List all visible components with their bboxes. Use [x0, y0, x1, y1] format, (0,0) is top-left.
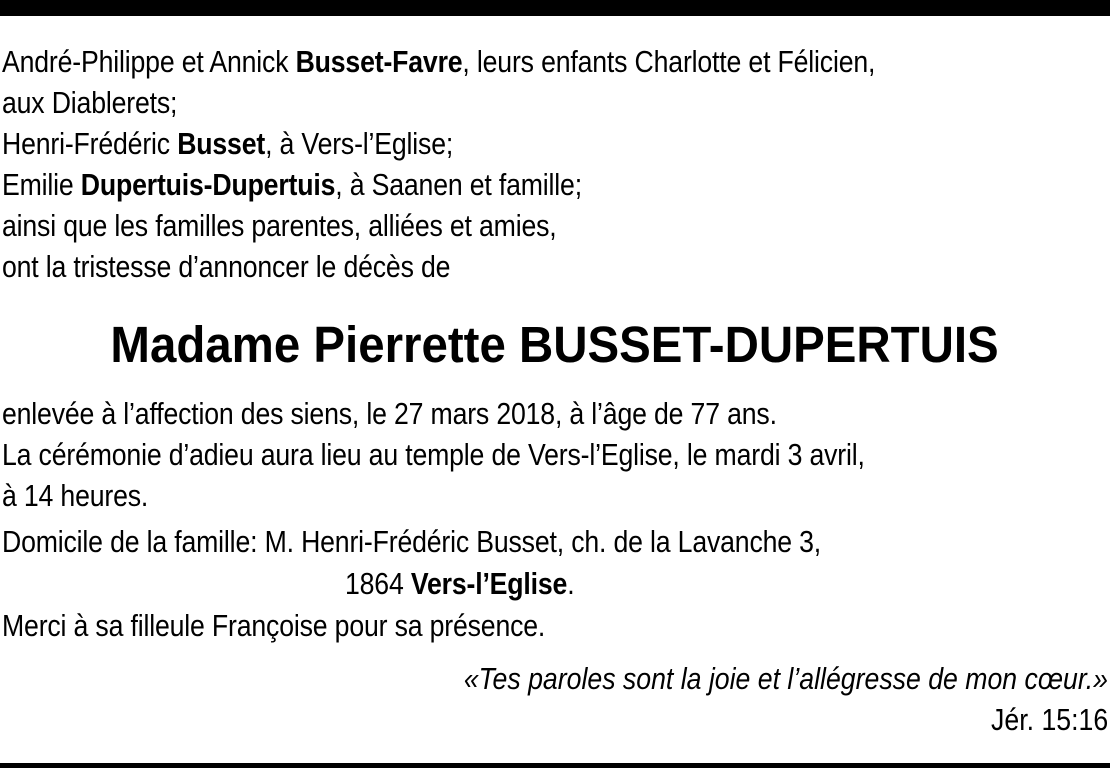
punctuation: .	[567, 566, 575, 601]
ceremony-time: à 14 heures.	[2, 478, 149, 513]
ceremony-text: La cérémonie d’adieu aura lieu au temple de Vers-l’Eglise, le mardi 3 avril,	[2, 437, 865, 472]
bible-quote	[464, 661, 1108, 697]
family-text: André-Philippe et Annick	[2, 44, 296, 79]
family-surname: Busset-Favre	[295, 44, 463, 79]
family-line-1	[2, 44, 875, 80]
family-line-3	[2, 126, 453, 162]
family-line-5	[2, 208, 557, 244]
family-surname: Dupertuis-Dupertuis	[80, 167, 336, 202]
bottom-border-rule	[0, 763, 1110, 768]
family-text: , leurs enfants Charlotte et Félicien,	[462, 44, 876, 79]
quote-text: «Tes paroles sont la joie et l’allégresse de mon cœur.»	[463, 661, 1108, 696]
family-text: , à Saanen et famille;	[335, 167, 582, 202]
family-text: Emilie	[2, 167, 81, 202]
deceased-name-heading	[0, 316, 1110, 374]
family-text: aux Diablerets;	[2, 85, 178, 120]
details-line-3	[2, 478, 148, 514]
announcement-text: ont la tristesse d’annoncer le décès de	[2, 249, 451, 284]
reference-text: Jér. 15:16	[990, 702, 1108, 737]
details-line-1	[2, 396, 777, 432]
family-text: Henri-Frédéric	[2, 126, 178, 161]
details-line-2	[2, 437, 865, 473]
family-line-2	[2, 85, 177, 121]
family-text: ainsi que les familles parentes, alliées et amies,	[2, 208, 557, 243]
family-surname: Busset	[177, 126, 266, 161]
postal-code: 1864	[345, 566, 411, 601]
details-line-4	[2, 524, 821, 560]
family-line-4	[2, 167, 582, 203]
announcement-line	[2, 249, 450, 285]
domicile-text: Domicile de la famille: M. Henri-Frédéric Busset, ch. de la Lavanche 3,	[2, 524, 822, 559]
top-border-rule	[0, 0, 1110, 16]
locality: Vers-l’Eglise	[410, 566, 568, 601]
details-line-5	[345, 566, 574, 602]
family-text: , à Vers-l’Eglise;	[265, 126, 454, 161]
bible-reference	[991, 702, 1108, 738]
deceased-name: Madame Pierrette BUSSET-DUPERTUIS	[110, 316, 1000, 373]
details-line-6	[2, 608, 545, 644]
thanks-text: Merci à sa filleule Françoise pour sa présence.	[2, 608, 546, 643]
details-text: enlevée à l’affection des siens, le 27 mars 2018, à l’âge de 77 ans.	[2, 396, 777, 431]
